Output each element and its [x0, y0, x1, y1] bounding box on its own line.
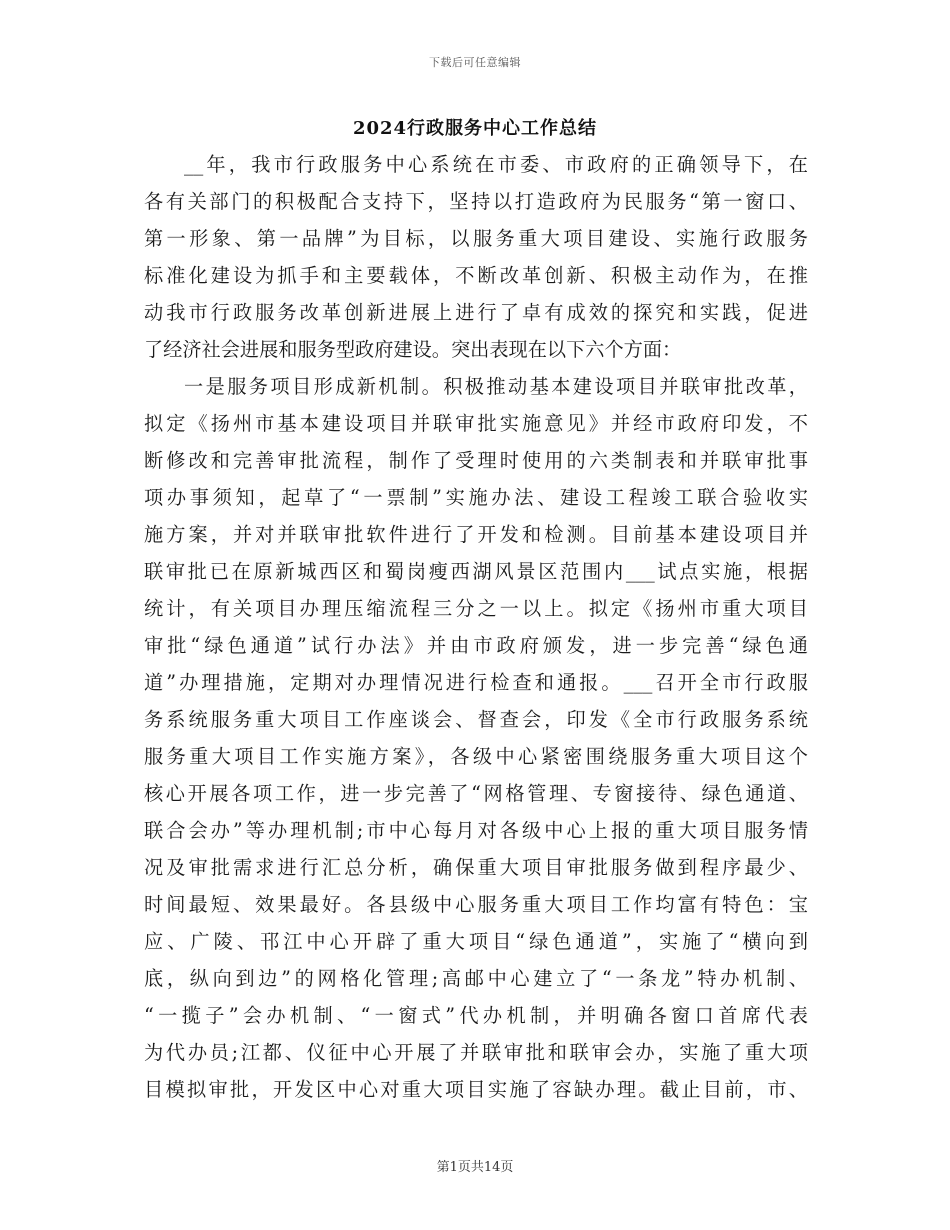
paragraph-line: __年，我市行政服务中心系统在市委、市政府的正确领导下，在: [184, 153, 808, 176]
paragraph-line: 统计，有关项目办理压缩流程三分之一以上。拟定《扬州市重大项目: [144, 597, 808, 620]
document-title: 2024行政服务中心工作总结: [352, 118, 598, 139]
paragraph-line: 施方案，并对并联审批软件进行了开发和检测。目前基本建设项目并: [144, 523, 808, 546]
document-body: [144, 146, 808, 1108]
paragraph-line: 动我市行政服务改革创新进展上进行了卓有成效的探究和实践，促进: [144, 301, 808, 324]
paragraph-line: 了经济社会进展和服务型政府建设。突出表现在以下六个方面：: [144, 338, 682, 361]
paragraph-line: “一揽子”会办机制、“一窗式”代办机制，并明确各窗口首席代表: [144, 1004, 808, 1027]
paragraph-line: 目模拟审批，开发区中心对重大项目实施了容缺办理。截止目前，市、: [144, 1078, 808, 1101]
paragraph-line: 联审批已在原新城西区和蜀岗瘦西湖风景区范围内___试点实施，根据: [144, 560, 808, 583]
paragraph-line: 第一形象、第一品牌”为目标，以服务重大项目建设、实施行政服务: [144, 227, 808, 250]
paragraph-line: 项办事须知，起草了“一票制”实施办法、建设工程竣工联合验收实: [144, 486, 808, 509]
paragraph-line: 断修改和完善审批流程，制作了受理时使用的六类制表和并联审批事: [144, 449, 808, 472]
header-note: 下载后可任意编辑: [429, 56, 521, 69]
paragraph-line: 务系统服务重大项目工作座谈会、督查会，印发《全市行政服务系统: [144, 708, 808, 731]
paragraph-line: 标准化建设为抓手和主要载体，不断改革创新、积极主动作为，在推: [144, 264, 808, 287]
paragraph-line: 一是服务项目形成新机制。积极推动基本建设项目并联审批改革，: [184, 375, 808, 398]
paragraph-line: 服务重大项目工作实施方案》，各级中心紧密围绕服务重大项目这个: [144, 745, 808, 768]
paragraph-line: 应、广陵、邗江中心开辟了重大项目“绿色通道”，实施了“横向到: [144, 930, 808, 953]
paragraph-line: 时间最短、效果最好。各县级中心服务重大项目工作均富有特色：宝: [144, 893, 808, 916]
page-number: 第1页共14页: [436, 1160, 514, 1175]
paragraph-line: 各有关部门的积极配合支持下，坚持以打造政府为民服务“第一窗口、: [144, 190, 808, 213]
paragraph-line: 拟定《扬州市基本建设项目并联审批实施意见》并经市政府印发，不: [144, 412, 808, 435]
paragraph-line: 道”办理措施，定期对办理情况进行检查和通报。___召开全市行政服: [144, 671, 808, 694]
paragraph-line: 为代办员;江都、仪征中心开展了并联审批和联审会办，实施了重大项: [144, 1041, 808, 1064]
paragraph-line: 况及审批需求进行汇总分析，确保重大项目审批服务做到程序最少、: [144, 856, 808, 879]
paragraph-line: 联合会办”等办理机制;市中心每月对各级中心上报的重大项目服务情: [144, 819, 808, 842]
paragraph-line: 底，纵向到边”的网格化管理;高邮中心建立了“一条龙”特办机制、: [144, 967, 808, 990]
paragraph-line: 审批“绿色通道”试行办法》并由市政府颁发，进一步完善“绿色通: [144, 634, 808, 657]
paragraph-line: 核心开展各项工作，进一步完善了“网格管理、专窗接待、绿色通道、: [144, 782, 808, 805]
